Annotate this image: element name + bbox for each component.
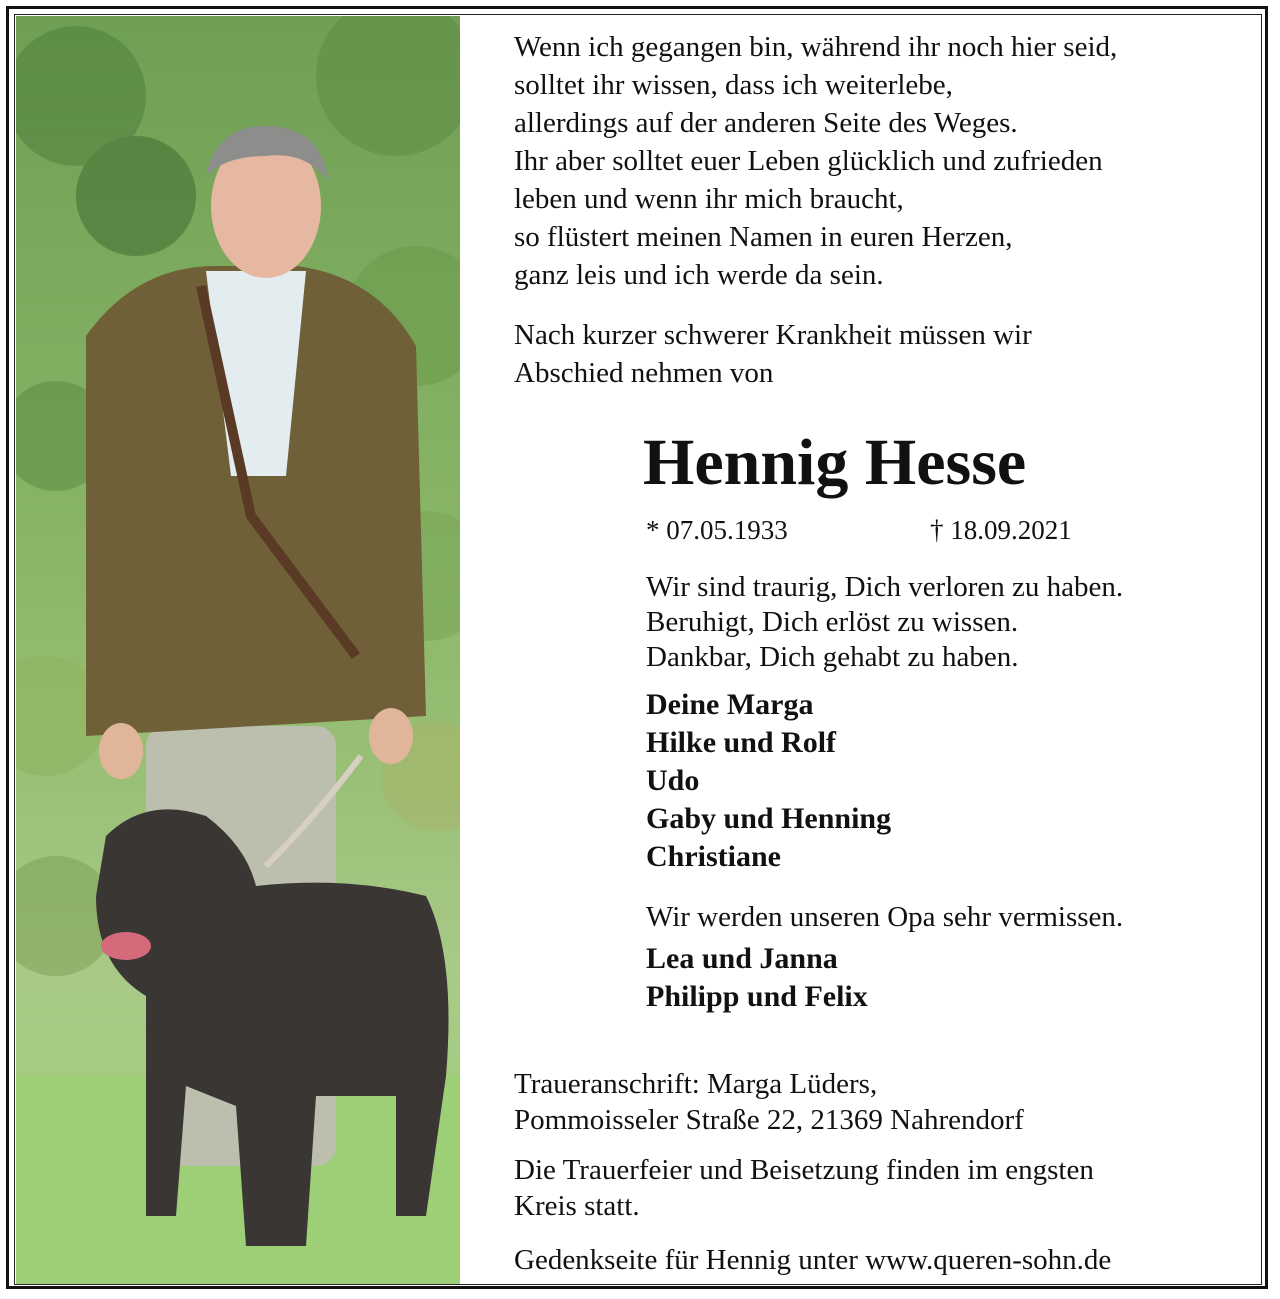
poem-line: ganz leis und ich werde da sein. (514, 259, 884, 291)
address-line: Pommoisseler Straße 22, 21369 Nahrendorf (514, 1104, 1024, 1136)
family-member: Udo (646, 764, 700, 797)
grandchild-entry: Philipp und Felix (646, 980, 868, 1013)
family-member: Christiane (646, 840, 781, 873)
poem-line: solltet ihr wissen, dass ich weiterlebe, (514, 69, 953, 101)
poem-line: Ihr aber solltet euer Leben glücklich und zufrieden (514, 145, 1103, 177)
grandchildren-list (646, 940, 1246, 1016)
motto-block (646, 570, 1246, 675)
ceremony-line: Kreis statt. (514, 1190, 640, 1222)
family-member: Deine Marga (646, 688, 814, 721)
poem-line: allerdings auf der anderen Seite des Weges. (514, 107, 1018, 139)
family-member: Gaby und Henning (646, 802, 892, 835)
motto-line: Beruhigt, Dich erlöst zu wissen. (646, 606, 1019, 638)
motto-line: Dankbar, Dich gehabt zu haben. (646, 641, 1019, 673)
poem-text (514, 28, 1234, 294)
ceremony-notice (514, 1152, 1234, 1224)
poem-block (514, 28, 1234, 402)
memorial-page-note: Gedenkseite für Hennig unter www.queren-sohn.de (514, 1244, 1112, 1276)
family-member: Hilke und Rolf (646, 726, 837, 759)
death-date: † 18.09.2021 (930, 515, 1072, 545)
photo-illustration (16, 16, 460, 1284)
deceased-name: Hennig Hesse (643, 426, 1027, 499)
grandchild-entry: Lea und Janna (646, 942, 838, 975)
motto-line: Wir sind traurig, Dich verloren zu haben. (646, 571, 1124, 603)
poem-line: leben und wenn ihr mich braucht, (514, 183, 904, 215)
address-line: Traueranschrift: Marga Lüders, (514, 1068, 878, 1100)
portrait-photo (16, 16, 460, 1284)
mourning-address (514, 1066, 1234, 1138)
intro-line: Abschied nehmen von (514, 357, 774, 389)
family-list (646, 686, 1246, 876)
ceremony-line: Die Trauerfeier und Beisetzung finden im engsten (514, 1154, 1094, 1186)
intro-text (514, 316, 1234, 392)
intro-line: Nach kurzer schwerer Krankheit müssen wir (514, 319, 1032, 351)
birth-date: * 07.05.1933 (646, 515, 788, 545)
grandchildren-note: Wir werden unseren Opa sehr vermissen. (646, 901, 1124, 933)
poem-line: so flüstert meinen Namen in euren Herzen, (514, 221, 1013, 253)
poem-line: Wenn ich gegangen bin, während ihr noch hier seid, (514, 31, 1118, 63)
